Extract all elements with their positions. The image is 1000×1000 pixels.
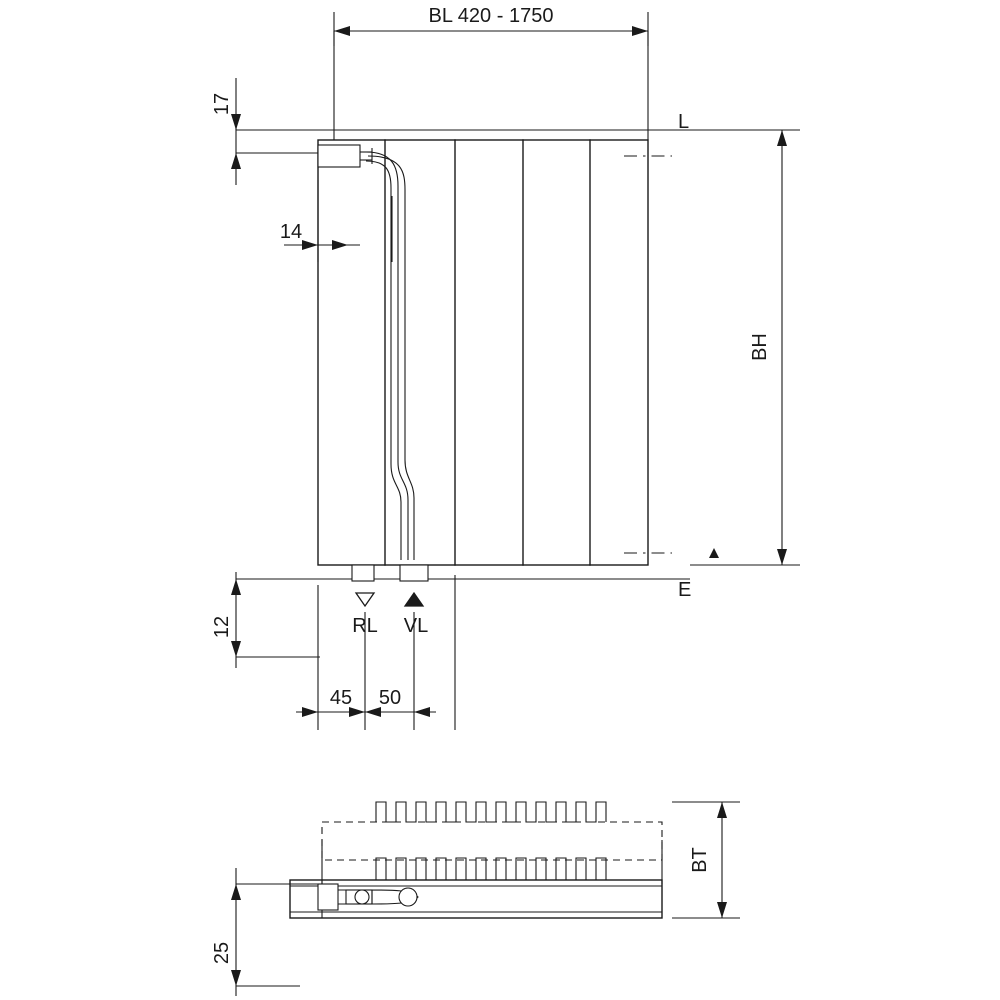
front-panel-with-fins: [290, 858, 662, 918]
dimension-25-label: 25: [211, 941, 233, 965]
dimension-14-label: 14: [279, 221, 303, 243]
dimension-bt: [672, 802, 740, 918]
front-elevation-view: [211, 5, 800, 730]
flow-symbols: [352, 593, 428, 637]
marker-rl-label: RL: [352, 615, 378, 637]
dimension-bh: [690, 130, 800, 565]
dimension-17: [211, 78, 241, 185]
dimension-12-label: 12: [211, 615, 233, 639]
dimension-17-label: 17: [211, 92, 233, 116]
marker-line-l: [678, 111, 689, 133]
dimension-12: [211, 572, 320, 668]
dimension-bl-label: BL 420 - 1750: [428, 5, 554, 27]
dimension-bh-label: BH: [749, 333, 771, 361]
dimension-bl: [334, 5, 648, 46]
dimension-45-50: [296, 575, 455, 730]
dimension-50-label: 50: [378, 687, 402, 709]
fin-comb-upper: [376, 802, 606, 822]
radiator-body-front: [318, 140, 672, 565]
marker-l-label: L: [678, 111, 690, 133]
side-section-view: [211, 802, 740, 996]
dimension-45-label: 45: [329, 687, 353, 709]
marker-vl-label: VL: [403, 615, 429, 637]
dimension-bt-label: BT: [689, 847, 711, 873]
rear-panel-with-fins: [322, 802, 662, 860]
marker-e-label: E: [678, 579, 692, 601]
fin-comb-lower: [376, 858, 606, 880]
